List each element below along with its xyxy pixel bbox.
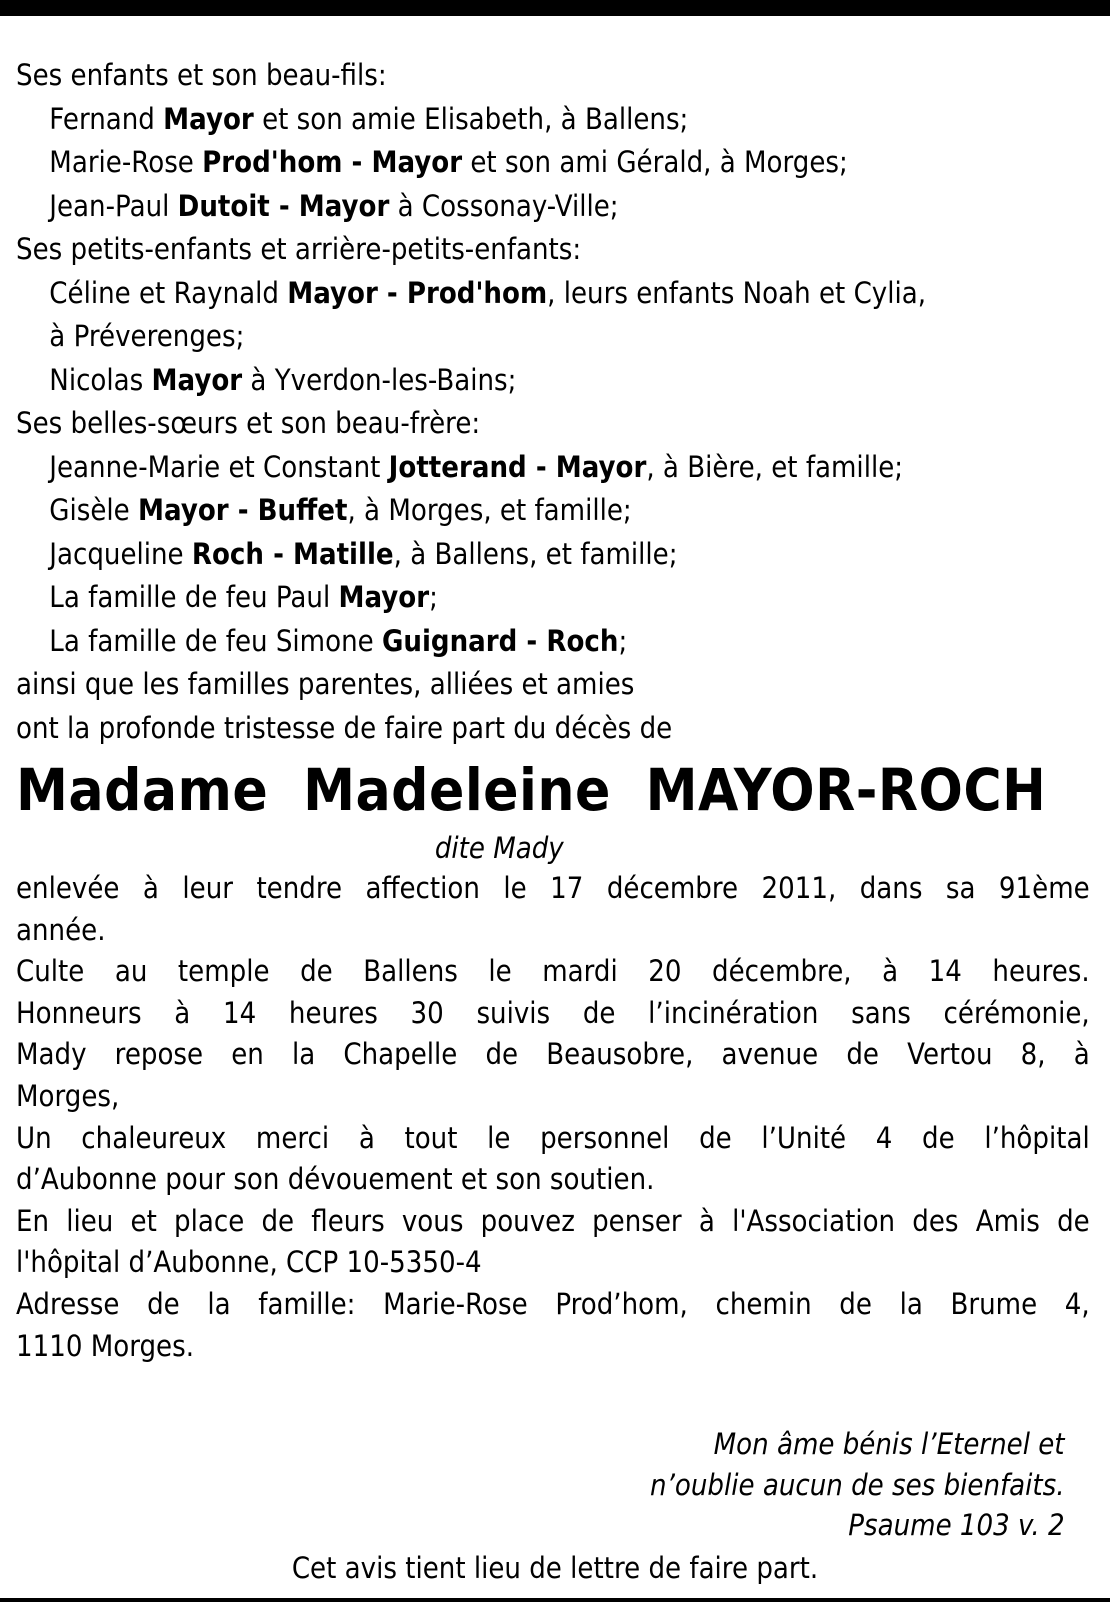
closing-line: ont la profonde tristesse de faire part du décès de [16, 710, 673, 745]
family-member-line [16, 141, 983, 185]
death-line-end: année. [16, 912, 106, 947]
surname: Guignard - Roch [381, 623, 619, 658]
name-prefix: Jacqueline [49, 536, 192, 571]
family-member-line [16, 489, 983, 533]
repose-line: Mady repose en la Chapelle de Beausobre, avenue de Vertou 8, à [16, 1037, 1090, 1072]
family-member-line [16, 576, 983, 620]
psalm-quote [651, 1424, 1065, 1546]
flowers-line-end: l'hôpital d’Aubonne, CCP 10-5350-4 [16, 1245, 482, 1280]
footer-note: Cet avis tient lieu de lettre de faire part. [291, 1551, 819, 1585]
name-prefix: Nicolas [49, 362, 152, 397]
family-member-line [16, 98, 983, 142]
repose-line-end: Morges, [16, 1078, 120, 1113]
family-member-line [16, 446, 983, 490]
name-suffix: , à Ballens, et famille; [393, 536, 678, 571]
name-prefix: Céline et Raynald [49, 275, 288, 310]
surname: Mayor [338, 580, 430, 614]
name-prefix: La famille de feu Simone [49, 623, 382, 658]
quote-line: n’oublie aucun de ses bienfaits. [650, 1467, 1065, 1502]
flowers-line: En lieu et place de fleurs vous pouvez penser à l'Association des Amis de [16, 1203, 1090, 1238]
death-line: enlevée à leur tendre affection le 17 décembre 2011, dans sa 91ème [16, 871, 1090, 905]
inlaws-heading: Ses belles-sœurs et son beau-frère: [16, 406, 481, 440]
family-member-line [16, 185, 983, 229]
surname: Mayor - Prod'hom [287, 275, 548, 310]
family-member-line [16, 315, 983, 359]
surname: Roch - Matille [191, 536, 394, 571]
address-line: Adresse de la famille: Marie-Rose Prod’hom, chemin de la Brume 4, [16, 1286, 1090, 1321]
name-prefix: à Préverenges; [49, 319, 245, 353]
surname: Jotterand - Mayor [388, 449, 647, 484]
name-prefix: Fernand [49, 101, 164, 136]
name-suffix: , à Morges, et famille; [347, 493, 632, 527]
family-member-line [16, 620, 983, 664]
address-line-end: 1110 Morges. [16, 1328, 195, 1363]
service-line: Culte au temple de Ballens le mardi 20 décembre, à 14 heures. [16, 954, 1090, 989]
name-suffix: ; [429, 580, 438, 614]
bottom-border-rule [0, 1598, 1110, 1602]
family-member-line [16, 533, 983, 577]
children-heading: Ses enfants et son beau-fils: [16, 58, 387, 92]
name-prefix: Jean-Paul [49, 188, 178, 223]
name-suffix: à Cossonay-Ville; [389, 188, 619, 223]
top-border-rule [0, 0, 1110, 16]
surname: Prod'hom - Mayor [202, 145, 463, 179]
name-suffix: , leurs enfants Noah et Cylia, [547, 275, 927, 310]
thanks-line-end: d’Aubonne pour son dévouement et son soutien. [16, 1162, 655, 1197]
surname: Dutoit - Mayor [177, 188, 390, 223]
name-suffix: ; [618, 623, 628, 658]
obituary-body [16, 54, 1090, 1367]
surname: Mayor - Buffet [138, 493, 348, 527]
surname: Mayor [151, 362, 243, 397]
name-prefix: Gisèle [49, 493, 139, 527]
family-member-line [16, 359, 983, 403]
surname: Mayor [163, 101, 254, 136]
quote-reference: Psaume 103 v. 2 [848, 1508, 1065, 1542]
thanks-line: Un chaleureux merci à tout le personnel de l’Unité 4 de l’hôpital [16, 1120, 1090, 1155]
deceased-name: Madame Madeleine MAYOR-ROCH [16, 756, 1047, 824]
name-prefix: Marie-Rose [49, 145, 203, 179]
details-block [16, 868, 1090, 1367]
closing-line: ainsi que les familles parentes, alliées et amies [16, 667, 635, 701]
name-suffix: , à Bière, et famille; [646, 449, 904, 484]
quote-line: Mon âme bénis l’Eternel et [714, 1427, 1065, 1461]
name-prefix: Jeanne-Marie et Constant [49, 449, 389, 484]
name-suffix: et son ami Gérald, à Morges; [462, 145, 848, 179]
deceased-nickname: dite Mady [434, 831, 564, 865]
name-suffix: et son amie Elisabeth, à Ballens; [253, 101, 689, 136]
name-suffix: à Yverdon-les-Bains; [242, 362, 517, 397]
grandchildren-heading: Ses petits-enfants et arrière-petits-enfants: [16, 232, 582, 266]
honors-line: Honneurs à 14 heures 30 suivis de l’incinération sans cérémonie, [16, 995, 1090, 1030]
name-prefix: La famille de feu Paul [49, 580, 339, 614]
family-member-line [16, 272, 983, 316]
